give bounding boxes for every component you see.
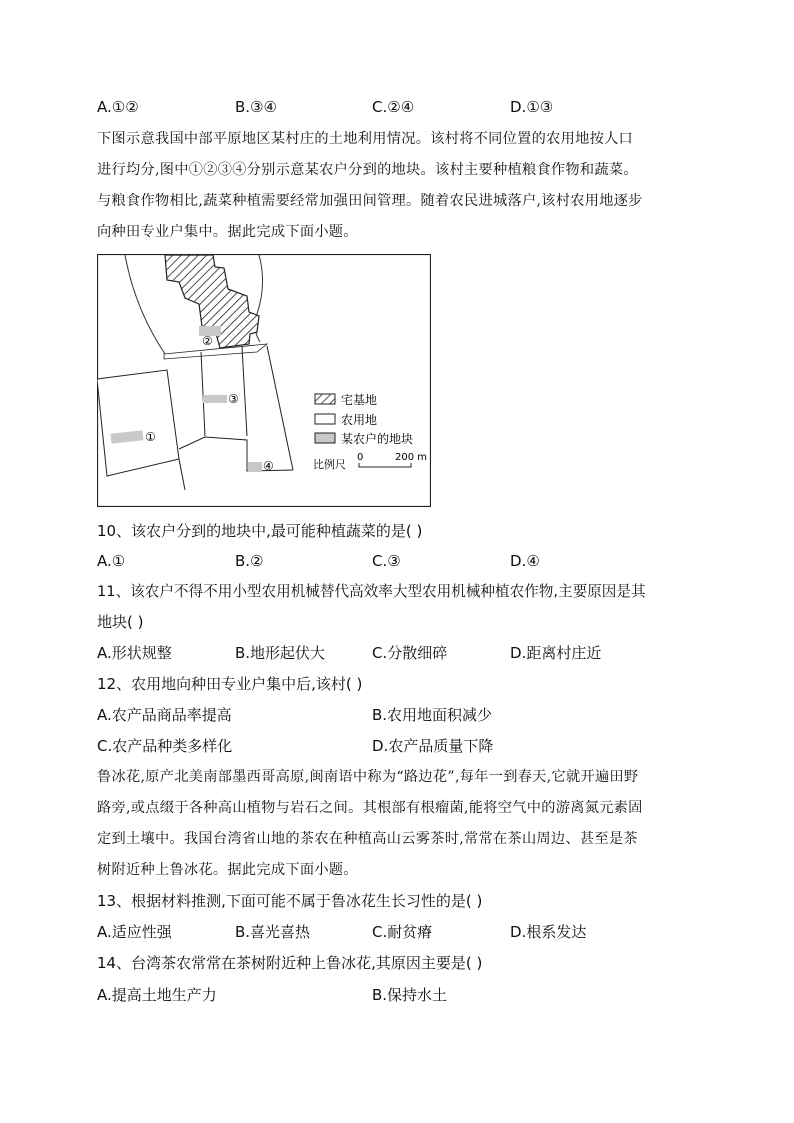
q10-option-c[interactable]: C.③ xyxy=(372,552,401,570)
q14-stem: 14、台湾茶农常常在茶树附近种上鲁冰花,其原因主要是( ) xyxy=(97,954,483,972)
intro2-line-4: 树附近种上鲁冰花。据此完成下面小题。 xyxy=(97,862,358,878)
q10-option-d[interactable]: D.④ xyxy=(510,552,540,570)
intro1-line-4: 向种田专业户集中。据此完成下面小题。 xyxy=(97,224,358,240)
intro1-line-3: 与粮食作物相比,蔬菜种植需要经常加强田间管理。随着农民进城落户,该村农用地逐步 xyxy=(97,193,643,209)
land-use-map xyxy=(97,254,431,507)
prev-option-c[interactable]: C.②④ xyxy=(372,98,415,116)
q11-option-b[interactable]: B.地形起伏大 xyxy=(235,644,326,662)
plot-4 xyxy=(248,462,262,472)
intro1-line-2: 进行均分,图中①②③④分别示意某农户分到的地块。该村主要种植粮食作物和蔬菜。 xyxy=(97,162,638,178)
q14-option-b[interactable]: B.保持水土 xyxy=(372,986,448,1004)
intro2-line-3: 定到土壤中。我国台湾省山地的茶农在种植高山云雾茶时,常常在茶山周边、甚至是茶 xyxy=(97,831,638,847)
q13-option-d[interactable]: D.根系发达 xyxy=(510,923,587,941)
scale-label: 比例尺 xyxy=(313,458,346,471)
prev-option-d[interactable]: D.①③ xyxy=(510,98,554,116)
legend-swatch-homestead xyxy=(315,394,335,404)
q11-stem-line-1: 11、该农户不得不用小型农用机械替代高效率大型农用机械种植农作物,主要原因是其 xyxy=(97,583,646,600)
intro2-line-2: 路旁,或点缀于各种高山植物与岩石之间。其根部有根瘤菌,能将空气中的游离氮元素固 xyxy=(97,800,643,816)
legend-swatch-farmland xyxy=(315,414,335,424)
q11-stem-line-2: 地块( ) xyxy=(97,613,144,631)
plot-label-1: ① xyxy=(145,430,156,444)
legend-label-plot: 某农户的地块 xyxy=(341,432,414,446)
q11-option-a[interactable]: A.形状规整 xyxy=(97,644,172,662)
q10-stem: 10、该农户分到的地块中,最可能种植蔬菜的是( ) xyxy=(97,522,423,540)
plot-label-3: ③ xyxy=(228,392,239,406)
prev-option-b[interactable]: B.③④ xyxy=(235,98,277,116)
q10-option-a[interactable]: A.① xyxy=(97,552,126,570)
scale-zero: 0 xyxy=(357,452,364,463)
legend-label-homestead: 宅基地 xyxy=(341,393,378,407)
legend-swatch-plot xyxy=(315,433,335,443)
intro2-line-1: 鲁冰花,原产北美南部墨西哥高原,闽南语中称为“路边花”,每年一到春天,它就开遍田野 xyxy=(97,769,639,785)
q12-stem: 12、农用地向种田专业户集中后,该村( ) xyxy=(97,675,363,693)
q12-option-d[interactable]: D.农产品质量下降 xyxy=(372,737,494,755)
plot-label-4: ④ xyxy=(263,459,274,473)
q14-option-a[interactable]: A.提高土地生产力 xyxy=(97,986,217,1004)
q12-option-b[interactable]: B.农用地面积减少 xyxy=(372,706,493,724)
prev-option-a[interactable]: A.①② xyxy=(97,98,139,116)
q13-option-b[interactable]: B.喜光喜热 xyxy=(235,923,311,941)
q11-option-d[interactable]: D.距离村庄近 xyxy=(510,644,602,662)
plot-label-2: ② xyxy=(202,334,213,348)
intro1-line-1: 下图示意我国中部平原地区某村庄的土地利用情况。该村将不同位置的农用地按人口 xyxy=(97,131,634,147)
q13-option-a[interactable]: A.适应性强 xyxy=(97,923,172,941)
legend-label-farmland: 农用地 xyxy=(341,413,378,427)
plot-3 xyxy=(203,395,227,403)
q11-option-c[interactable]: C.分散细碎 xyxy=(372,644,448,662)
farmland-parcel-west xyxy=(97,370,179,476)
q12-option-c[interactable]: C.农产品种类多样化 xyxy=(97,737,233,755)
q13-stem: 13、根据材料推测,下面可能不属于鲁冰花生长习性的是( ) xyxy=(97,892,483,910)
q10-option-b[interactable]: B.② xyxy=(235,552,264,570)
q12-option-a[interactable]: A.农产品商品率提高 xyxy=(97,706,232,724)
q13-option-c[interactable]: C.耐贫瘠 xyxy=(372,923,433,941)
scale-value: 200 m xyxy=(395,452,428,463)
